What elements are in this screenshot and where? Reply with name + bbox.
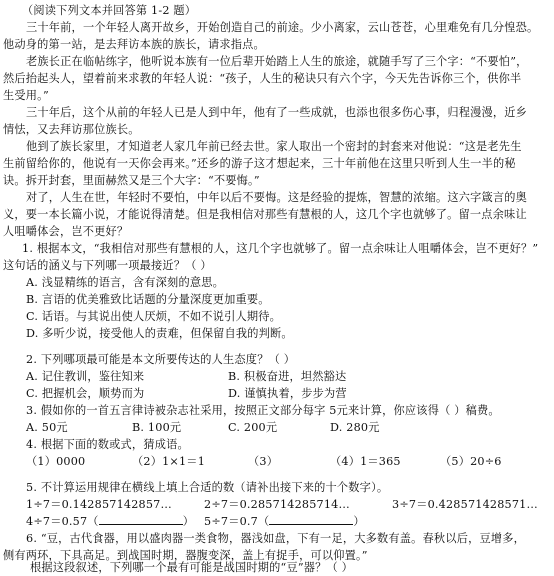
question-6-stem: 6. “豆，古代食器，用以盛肉器一类食物，器浅如盘，下有一足，大多数有盖。春秋以后，豆增多， <box>26 532 526 545</box>
passage-line: 三十年前，一个年轻人离开故乡，开始创造自己的前途。少小离家，云山苍苍，心里难免有几分惶恐。 <box>26 21 539 34</box>
question-3-option-c: C. 200元 <box>228 421 278 434</box>
question-3-option-a: A. 50元 <box>26 421 68 434</box>
passage-line: 三十年后，这个从前的年轻人已是人到中年，他有了一些成就，也添也很多伤心事，归程漫漫，近乡 <box>26 106 528 119</box>
question-5-equation-3: 3÷7＝0.428571428571… <box>392 498 538 511</box>
question-1-option-b: B. 言语的优美雅致比话题的分量深度更加重要。 <box>26 293 270 306</box>
question-3-option-d: D. 280元 <box>330 421 380 434</box>
question-1-option-c: C. 话语。与其说出使人厌烦，不如不说引人期待。 <box>26 310 282 323</box>
question-4-item-1: （1）0000 <box>26 455 86 468</box>
question-1-option-d: D. 多听少说，接受他人的责难，但保留自我的判断。 <box>26 327 293 340</box>
question-5-equation-4 <box>26 513 194 530</box>
question-2-option-b: B. 积极奋进，坦然豁达 <box>228 370 347 383</box>
question-2-option-c: C. 把握机会，顺势而为 <box>26 387 145 400</box>
question-5-equation-2: 2÷7＝0.285714285714… <box>204 498 350 511</box>
question-6-stem: 侧有两环，下具高足。到战国时期，器腹变深，盖上有捉手，可以仰置。” <box>3 549 368 562</box>
question-1-option-a: A. 浅显精练的语言，含有深刻的意思。 <box>26 276 224 289</box>
question-5-equation-5 <box>204 513 365 530</box>
question-1-stem: 1. 根据本文，“我相信对那些有慧根的人，这几个字也就够了。留一点余味让人咀嚼体会，岂不更好？” <box>22 242 539 255</box>
passage-line: 他动身的第一站，是去拜访本族的族长，请求指点。 <box>3 38 265 51</box>
equation-4-start: 4÷7＝0.57（ <box>26 515 99 528</box>
question-2-stem: 2. 下列哪项最可能是本文所要传达的人生态度？（ ） <box>26 353 296 366</box>
question-4-item-3: （3） <box>248 455 279 468</box>
passage-line: 对了，人生在世，年轻时不要怕，中年以后不要悔。这是经验的提炼，智慧的浓缩。这六字箴言的奥 <box>26 191 528 204</box>
question-3-option-b: B. 100元 <box>132 421 182 434</box>
passage-line: 他到了族长家里，才知道老人家几年前已经去世。家人取出一个密封的封套来对他说：“这是老先生 <box>26 140 522 153</box>
equation-5-end: ） <box>353 515 365 528</box>
question-4-item-4: （4）1＝365 <box>330 455 401 468</box>
reading-header: （阅读下列文本并回答第 1-2 题） <box>22 4 197 17</box>
question-5-stem: 5. 不计算运用规律在横线上填上合适的数（请补出接下来的十个数字）。 <box>26 481 389 494</box>
question-4-item-5: （5）20÷6 <box>440 455 502 468</box>
equation-5-start: 5÷7＝0.7（ <box>204 515 270 528</box>
question-2-option-a: A. 记住教训，鉴往知来 <box>26 370 145 383</box>
passage-line: 情怯，又去拜访那位族长。 <box>3 123 140 136</box>
question-3-stem: 3. 假如你的一首五言律诗被杂志社采用，按照正文部分每字 5元来计算，你应该得（ ）稿费。 <box>26 404 500 417</box>
passage-line: 诀。拆开封套，里面赫然又是三个大字：“不要悔。” <box>3 174 260 187</box>
question-5-equation-1: 1÷7＝0.142857142857… <box>26 498 172 511</box>
question-4-item-2: （2）1×1＝1 <box>132 455 206 468</box>
question-1-stem: 这句话的涵义与下列哪一项最接近？（ ） <box>3 259 212 272</box>
passage-line: 然后抬起头人，望着前来求教的年轻人说：“孩子，人生的秘诀只有六个字，今天先告诉你三个，供你半 <box>3 72 522 85</box>
passage-line: 人咀嚼体会，岂不更好？ <box>3 225 129 238</box>
passage-line: 义，要一本长篇小说，才能说得清楚。但是我相信对那些有慧根的人，这几个字也就够了。留一点余味让 <box>3 208 527 221</box>
passage-line: 生受用。” <box>3 89 49 102</box>
passage-line: 老族长正在临帖练字，他听说本族有一位后辈开始踏上人生的旅途，就随手写了三个字：“不要怕”， <box>26 55 528 68</box>
question-2-option-d: D. 谨慎执着，步步为营 <box>228 387 347 400</box>
passage-line: 生前留给你的，他说有一天你会再来。”还乡的游子这才想起来，三十年前他在这里只听到人生一半的秘 <box>3 157 516 170</box>
equation-4-end: ） <box>182 515 195 528</box>
question-4-stem: 4. 根据下面的数或式，猜成语。 <box>26 438 189 451</box>
question-6-stem: 根据这段叙述，下列哪一个最有可能是战国时期的“豆”器？（ ） <box>30 561 354 574</box>
answer-blank-5[interactable] <box>269 524 353 525</box>
answer-blank-4[interactable] <box>99 524 183 525</box>
